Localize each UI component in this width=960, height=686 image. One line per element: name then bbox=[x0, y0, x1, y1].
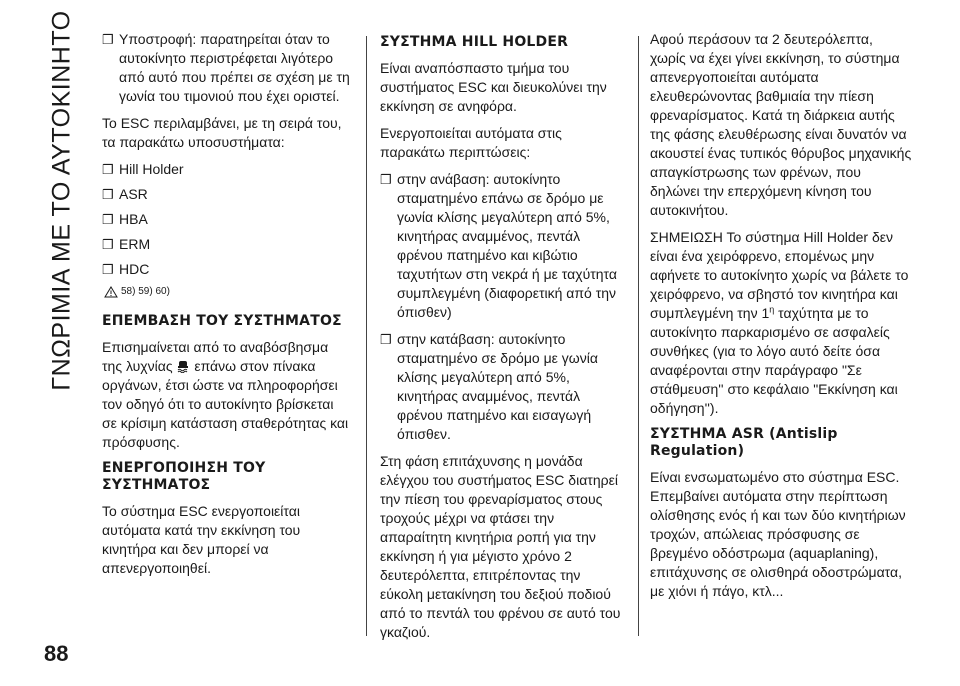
chapter-side-title bbox=[40, 9, 84, 391]
bullet-understeer-text: Υποστροφή: παρατηρείται όταν το αυτοκίνητο περιστρέφεται λιγότερο από αυτό που πρέπει σε σχέση με τη γωνία του τιμονιού που έχει οριστεί. bbox=[119, 31, 350, 104]
subsystem-item bbox=[102, 160, 352, 179]
note-part2: ταχύτητα με το αυτοκίνητο παρκαρισμένο σε ασφαλείς συνθήκες (για το λόγο αυτό δείτε όσα αναφέρονται στην παράγραφο "Σε στάθμευση'' στο κεφάλαιο "Εκκίνηση και οδήγηση''). bbox=[650, 305, 898, 416]
checkbox-bullet-icon: ❒ bbox=[102, 187, 114, 202]
warning-triangle-icon bbox=[104, 286, 118, 298]
checkbox-bullet-icon: ❒ bbox=[380, 332, 392, 347]
bullet-uphill bbox=[380, 170, 622, 322]
heading-asr: ΣΥΣΤΗΜΑ ASR (Antislip Regulation) bbox=[650, 426, 838, 459]
subsystem-item bbox=[102, 260, 352, 279]
subsystem-item bbox=[102, 210, 352, 229]
checkbox-bullet-icon: ❒ bbox=[102, 262, 114, 277]
heading-activation: ΕΝΕΡΓΟΠΟΙΗΣΗ ΤΟΥ ΣΥΣΤΗΜΑΤΟΣ bbox=[102, 460, 266, 493]
checkbox-bullet-icon: ❒ bbox=[102, 237, 114, 252]
subsystem-label: ASR bbox=[119, 186, 148, 202]
note-part1: ΣΗΜΕΙΩΣΗ Το σύστημα Hill Holder δεν είναι ένα χειρόφρενο, επομένως μην αφήνετε το αυτοκίνητο χωρίς να βάλετε το χειρόφρενο, να σβηστό τον κινητήρα και συμπλεγμένη την 1 bbox=[650, 229, 909, 321]
paragraph-hill-holder-1: Είναι αναπόσπαστο τμήμα του συστήματος ESC και διευκολύνει την εκκίνηση σε ανηφόρα. bbox=[380, 60, 607, 114]
references-text: 58) 59) 60) bbox=[121, 286, 170, 297]
column-2 bbox=[380, 30, 622, 650]
column-divider-2 bbox=[638, 36, 639, 636]
paragraph-after-2-seconds: Αφού περάσουν τα 2 δευτερόλεπτα, χωρίς να έχει γίνει εκκίνηση, το σύστημα απενεργοποιείται αυτόματα ελευθερώνοντας βαθμιαία την πίεση φρεναρίσματος. Κατά τη διάρκεια αυτής της φάσης ελευθέρωσης είναι δυνατόν να ακουστεί ένας τυπικός θόρυβος μηχανικής απαγκίστρωσης των φρένων, που δηλώνει την επερχόμενη κίνηση του αυτοκινήτου. bbox=[650, 31, 912, 218]
heading-hill-holder: ΣΥΣΤΗΜΑ HILL HOLDER bbox=[380, 34, 569, 50]
bullet-understeer bbox=[102, 30, 352, 106]
bullet-downhill-text: στην κατάβαση: αυτοκίνητο σταματημένο σε δρόμο με γωνία κλίσης μεγαλύτερη από 5%, κινητήρας αναμμένος, πεντάλ φρένου πατημένο και εισαγωγή όπισθεν. bbox=[397, 331, 598, 442]
paragraph-activation: Το σύστημα ESC ενεργοποιείται αυτόματα κατά την εκκίνηση του κινητήρα και δεν μπορεί να απενεργοποιηθεί. bbox=[102, 503, 301, 576]
column-3 bbox=[650, 30, 912, 609]
paragraph-asr: Είναι ενσωματωμένο στο σύστημα ESC. Επεμβαίνει αυτόματα στην περίπτωση ολίσθησης ενός ή και των δύο κινητήριων τροχών, απώλειας πρόσφυσης σε βρεγμένο οδόστρωμα (aquaplaning), επιτάχυνσης σε ολισθηρά οδοστρώματα, με χιόνι ή πάγο, κτλ... bbox=[650, 469, 906, 599]
column-1 bbox=[102, 30, 352, 586]
subsystems-intro: Το ESC περιλαμβάνει, με τη σειρά του, τα παρακάτω υποσυστήματα: bbox=[102, 115, 342, 150]
paragraph-hill-holder-2: Ενεργοποιείται αυτόματα στις παρακάτω περιπτώσεις: bbox=[380, 125, 562, 160]
subsystem-label: HBA bbox=[119, 211, 148, 227]
heading-intervention: ΕΠΕΜΒΑΣΗ ΤΟΥ ΣΥΣΤΗΜΑΤΟΣ bbox=[102, 313, 342, 329]
paragraph-note bbox=[650, 228, 912, 418]
checkbox-bullet-icon: ❒ bbox=[102, 32, 114, 47]
subsystem-item bbox=[102, 235, 352, 254]
subsystem-label: Hill Holder bbox=[119, 161, 184, 177]
paragraph-intervention bbox=[102, 338, 352, 452]
column-divider-1 bbox=[366, 36, 367, 636]
checkbox-bullet-icon: ❒ bbox=[102, 212, 114, 227]
subsystem-label: ERM bbox=[119, 236, 151, 252]
subsystem-item bbox=[102, 185, 352, 204]
checkbox-bullet-icon: ❒ bbox=[102, 162, 114, 177]
paragraph-intervention-part2: επάνω στον πίνακα οργάνων, έτσι ώστε να πληροφορήσει τον οδηγό ότι το αυτοκίνητο βρίσκεται σε κρίσιμη κατάσταση σταθερότητας και πρόσφυσης. bbox=[102, 358, 349, 450]
warning-references bbox=[104, 285, 352, 299]
paragraph-start-phase: Στη φάση επιτάχυνσης η μονάδα ελέγχου του συστήματος ESC διατηρεί την πίεση του φρεναρίσματος στους τροχούς μέχρι να φτάσει την απαραίτητη κινητήρια ροπή για την εκκίνηση ή για μέγιστο χρόνο 2 δευτερόλεπτα, επιτρέποντας την εύκολη μετακίνηση του δεξιού ποδιού από το πεντάλ του φρένου σε αυτό του γκαζιού. bbox=[380, 453, 621, 640]
page-number: 88 bbox=[44, 641, 69, 666]
note-superscript: η bbox=[769, 304, 775, 315]
bullet-downhill bbox=[380, 330, 622, 444]
checkbox-bullet-icon: ❒ bbox=[380, 172, 392, 187]
esc-warning-lamp-icon bbox=[176, 359, 190, 373]
subsystem-label: HDC bbox=[119, 261, 150, 277]
chapter-title-text: ΓΝΩΡΙΜΙΑ ΜΕ ΤΟ ΑΥΤΟΚΙΝΗΤΟ bbox=[47, 9, 76, 391]
paragraph-intervention-part1: Επισημαίνεται από το αναβόσβησμα της λυχνίας bbox=[102, 339, 329, 374]
bullet-uphill-text: στην ανάβαση: αυτοκίνητο σταματημένο επάνω σε δρόμο με γωνία κλίσης μεγαλύτερη από 5%, κινητήρας αναμμένος, πεντάλ φρένου πατημένο και κιβώτιο ταχυτήτων στη νεκρά ή με ταχύτητα συμπλεγμένη (διαφορετική από την όπισθεν) bbox=[397, 171, 617, 320]
